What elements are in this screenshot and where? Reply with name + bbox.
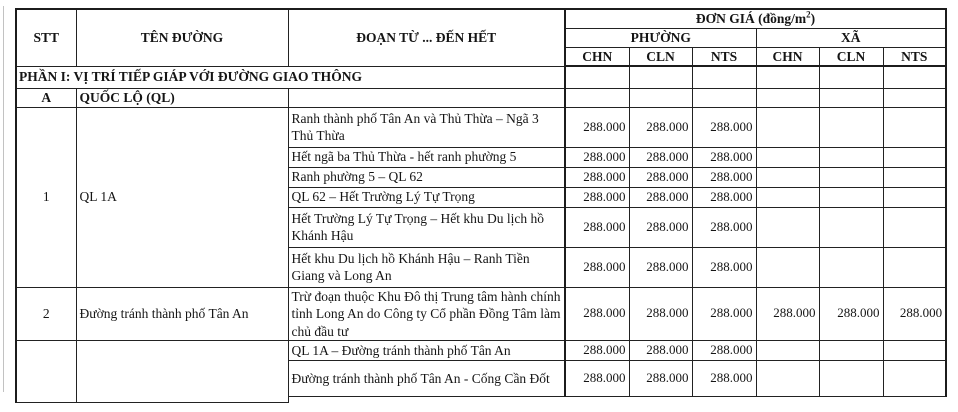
clipped-cell	[565, 397, 629, 403]
price-cell: 288.000	[629, 361, 692, 397]
empty-price-cell	[819, 88, 883, 107]
price-cell	[819, 361, 883, 397]
road-name-cell: QL 1A	[76, 107, 288, 287]
price-cell: 288.000	[565, 361, 629, 397]
price-cell: 288.000	[819, 287, 883, 341]
price-cell	[883, 187, 946, 207]
clipped-cell	[288, 397, 565, 403]
price-cell: 288.000	[629, 187, 692, 207]
clipped-cell	[629, 397, 692, 403]
table-row	[16, 341, 946, 361]
group-a-row	[16, 88, 946, 107]
price-cell	[756, 361, 819, 397]
stt-cell: A	[16, 88, 76, 107]
clipped-cell	[756, 397, 819, 403]
clipped-cell	[692, 397, 756, 403]
col-header-segment: ĐOẠN TỪ ... ĐẾN HẾT	[288, 9, 565, 66]
table-row	[16, 287, 946, 341]
section-row	[16, 66, 946, 88]
clipped-cell	[883, 397, 946, 403]
segment-cell: Đường tránh thành phố Tân An - Cống Cần Đốt	[288, 361, 565, 397]
price-cell	[883, 167, 946, 187]
col-header-stt: STT	[16, 9, 76, 66]
empty-price-cell	[565, 66, 629, 88]
price-cell	[883, 207, 946, 247]
price-cell	[756, 187, 819, 207]
road-name-cell: Đường tránh thành phố Tân An	[76, 287, 288, 341]
segment-cell: Trừ đoạn thuộc Khu Đô thị Trung tâm hành chính tỉnh Long An do Công ty Cổ phần Đồng Tâm làm chủ đầu tư	[288, 287, 565, 341]
price-cell	[883, 247, 946, 287]
clipped-cell	[819, 397, 883, 403]
price-cell	[819, 147, 883, 167]
empty-price-cell	[629, 66, 692, 88]
subcol-header-phuong-chn: CHN	[565, 47, 629, 66]
subcol-header-phuong-nts: NTS	[692, 47, 756, 66]
section-title-cell: PHẦN I: VỊ TRÍ TIẾP GIÁP VỚI ĐƯỜNG GIAO THÔNG	[16, 66, 565, 88]
col-header-phuong: PHƯỜNG	[565, 28, 756, 47]
subcol-header-xa-chn: CHN	[756, 47, 819, 66]
subcol-header-xa-nts: NTS	[883, 47, 946, 66]
price-cell: 288.000	[565, 147, 629, 167]
price-cell	[819, 187, 883, 207]
empty-price-cell	[883, 66, 946, 88]
price-cell: 288.000	[629, 247, 692, 287]
price-cell	[756, 167, 819, 187]
price-cell	[756, 207, 819, 247]
price-cell: 288.000	[629, 207, 692, 247]
table-row	[16, 107, 946, 147]
empty-price-cell	[629, 88, 692, 107]
price-cell	[756, 341, 819, 361]
segment-cell: Ranh phường 5 – QL 62	[288, 167, 565, 187]
empty-price-cell	[819, 66, 883, 88]
empty-price-cell	[756, 66, 819, 88]
price-cell: 288.000	[692, 107, 756, 147]
price-cell: 288.000	[692, 167, 756, 187]
price-cell: 288.000	[692, 361, 756, 397]
price-cell	[756, 107, 819, 147]
col-header-unit-price	[565, 9, 946, 28]
price-cell	[819, 167, 883, 187]
price-cell: 288.000	[629, 287, 692, 341]
price-cell	[819, 207, 883, 247]
segment-cell: QL 1A – Đường tránh thành phố Tân An	[288, 341, 565, 361]
empty-price-cell	[692, 88, 756, 107]
price-cell	[756, 147, 819, 167]
empty-price-cell	[883, 88, 946, 107]
price-cell	[819, 247, 883, 287]
price-cell: 288.000	[565, 341, 629, 361]
price-cell: 288.000	[565, 247, 629, 287]
segment-cell: QL 62 – Hết Trường Lý Tự Trọng	[288, 187, 565, 207]
price-cell	[883, 361, 946, 397]
segment-cell: Hết khu Du lịch hồ Khánh Hậu – Ranh Tiền Giang và Long An	[288, 247, 565, 287]
price-cell	[819, 341, 883, 361]
price-cell	[883, 341, 946, 361]
price-cell: 288.000	[692, 287, 756, 341]
price-cell	[883, 147, 946, 167]
col-header-road-name: TÊN ĐƯỜNG	[76, 9, 288, 66]
col-header-xa: XÃ	[756, 28, 946, 47]
price-cell: 288.000	[883, 287, 946, 341]
price-cell: 288.000	[692, 341, 756, 361]
price-cell: 288.000	[692, 207, 756, 247]
empty-price-cell	[756, 88, 819, 107]
stt-cell: 2	[16, 287, 76, 341]
stt-cell: 1	[16, 107, 76, 287]
empty-price-cell	[692, 66, 756, 88]
land-price-table	[15, 8, 947, 403]
header-row-1	[16, 9, 946, 28]
price-cell: 288.000	[565, 207, 629, 247]
stt-cell	[16, 341, 76, 403]
segment-cell: Ranh thành phố Tân An và Thủ Thừa – Ngã 3 Thủ Thừa	[288, 107, 565, 147]
unit-price-label: ĐƠN GIÁ (đồng/m	[695, 11, 807, 26]
price-cell: 288.000	[565, 167, 629, 187]
price-cell	[756, 247, 819, 287]
page-edge-line	[3, 6, 4, 392]
empty-price-cell	[565, 88, 629, 107]
price-cell	[883, 107, 946, 147]
price-cell: 288.000	[692, 187, 756, 207]
road-name-cell	[76, 341, 288, 403]
price-cell: 288.000	[692, 247, 756, 287]
price-cell: 288.000	[629, 147, 692, 167]
subcol-header-phuong-cln: CLN	[629, 47, 692, 66]
price-cell: 288.000	[565, 287, 629, 341]
segment-cell: Hết ngã ba Thủ Thừa - hết ranh phường 5	[288, 147, 565, 167]
subcol-header-xa-cln: CLN	[819, 47, 883, 66]
price-cell	[819, 107, 883, 147]
price-cell: 288.000	[692, 147, 756, 167]
price-cell: 288.000	[565, 187, 629, 207]
price-cell: 288.000	[629, 107, 692, 147]
price-cell: 288.000	[629, 167, 692, 187]
price-cell: 288.000	[629, 341, 692, 361]
price-cell: 288.000	[756, 287, 819, 341]
unit-price-label-close: )	[810, 11, 816, 26]
road-name-cell: QUỐC LỘ (QL)	[76, 88, 288, 107]
segment-cell: Hết Trường Lý Tự Trọng – Hết khu Du lịch hồ Khánh Hậu	[288, 207, 565, 247]
unit-price-superscript: 2	[806, 9, 811, 20]
segment-cell	[288, 88, 565, 107]
price-cell: 288.000	[565, 107, 629, 147]
